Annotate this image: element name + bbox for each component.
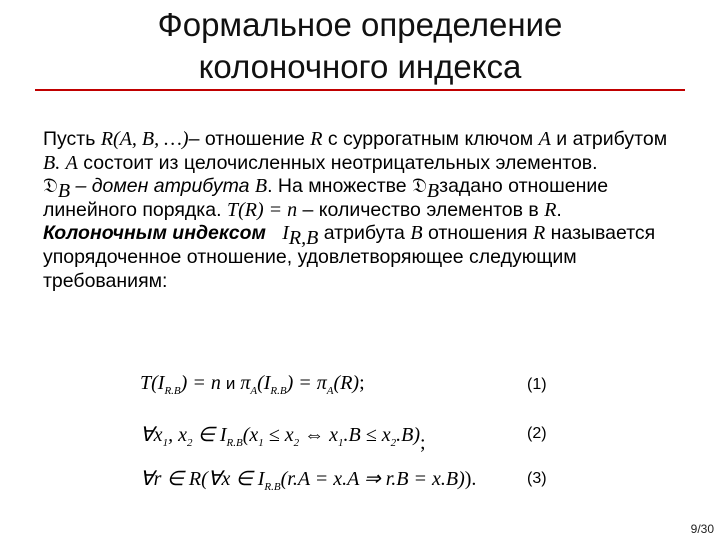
title-divider	[35, 89, 685, 91]
formula-part: ∀x	[140, 424, 163, 446]
formula-part: (∀x ∈ I	[201, 468, 265, 490]
formula-subscript: R.B	[226, 437, 243, 449]
paragraph-1	[43, 128, 683, 175]
text-span: – отношение	[188, 128, 311, 150]
text-span: .	[556, 198, 562, 221]
formula-3	[140, 466, 476, 493]
formula-part: (r.A = x.A ⇒ r.B = x.B)	[280, 468, 465, 490]
subscript: R,B	[288, 227, 319, 250]
formula-subscript: A	[326, 385, 334, 397]
formula-part: ).	[464, 468, 477, 490]
math-span: R	[544, 198, 557, 221]
formula-part: ) = π	[286, 372, 327, 394]
formula-part: ;	[359, 372, 365, 394]
formula-subscript: 1	[258, 437, 264, 449]
page-number: 9/30	[690, 522, 714, 536]
fraktur-symbol: 𝔇	[43, 175, 58, 198]
formula-part: T(I	[140, 372, 165, 394]
text-span: с суррогатным ключом	[322, 128, 539, 150]
formula-1	[140, 372, 365, 397]
formula-part: ;	[420, 432, 426, 454]
formula-part: (I	[257, 372, 271, 394]
formula-2	[140, 422, 426, 455]
subscript: B	[57, 180, 71, 203]
formula-part: (x	[242, 424, 259, 446]
formula-part: π	[240, 372, 251, 394]
title-line-2: колоночного индекса	[198, 48, 522, 85]
formula-part: ⇔ x	[299, 424, 339, 446]
text-span: атрибута	[318, 222, 411, 245]
math-span: A	[65, 151, 78, 174]
term-bold: Колоночным индексом	[43, 222, 266, 245]
formula-subscript: 1	[338, 437, 344, 449]
equation-number-2: (2)	[527, 425, 547, 442]
subscript: B	[426, 180, 440, 203]
formula-part: .B)	[396, 424, 421, 446]
formula-part: .B ≤ x	[343, 424, 391, 446]
formula-part: ) = n	[180, 372, 221, 394]
text-span: – количество элементов в	[297, 198, 545, 221]
text-span: . На множестве	[267, 175, 413, 198]
formula-subscript: 2	[390, 437, 397, 449]
definition-text	[43, 128, 683, 293]
math-span: B	[254, 175, 268, 198]
formula-subscript: 2	[293, 437, 300, 449]
text-span: называется упорядоченное отношение, удовлетворяющее следующим требованиям:	[43, 222, 656, 292]
math-span: R	[310, 128, 323, 150]
formula-connector: и	[225, 374, 236, 393]
math-span: B	[410, 222, 423, 245]
text-span: задано отношение линейного порядка.	[43, 175, 609, 221]
formula-subscript: 1	[162, 437, 169, 449]
text-span: – домен атрибута	[70, 175, 255, 198]
formula-subscript: R.B	[164, 385, 181, 397]
formula-subscript: R.B	[270, 385, 287, 397]
paragraph-3	[43, 222, 683, 293]
math-span: T(R) = n	[226, 198, 298, 221]
formula-part: ∈ I	[192, 424, 227, 446]
slide-title	[0, 4, 720, 88]
fraktur-symbol: 𝔇	[412, 175, 427, 198]
formula-part: (R)	[333, 372, 360, 394]
formula-subscript: 2	[186, 437, 193, 449]
text-span: Пусть	[43, 128, 101, 150]
math-span: B.	[43, 151, 61, 174]
math-span: R	[533, 222, 546, 245]
equation-number-1: (1)	[527, 376, 547, 393]
formula-part: , x	[168, 424, 187, 446]
math-span: R(A, B, …)	[100, 128, 189, 150]
text-span: состоит из целочисленных неотрицательных элементов.	[77, 151, 598, 174]
formula-part: ∀r ∈ R	[140, 468, 202, 490]
title-line-1: Формальное определение	[157, 6, 563, 43]
formula-subscript: R.B	[264, 481, 281, 493]
text-span: отношения	[422, 222, 534, 245]
paragraph-2	[43, 175, 683, 222]
equation-number-3: (3)	[527, 470, 547, 487]
math-span: I	[282, 222, 289, 245]
math-span: A	[538, 128, 551, 150]
formula-subscript: A	[250, 385, 258, 397]
text-span: и атрибутом	[550, 128, 668, 150]
formula-part: ≤ x	[263, 424, 294, 446]
